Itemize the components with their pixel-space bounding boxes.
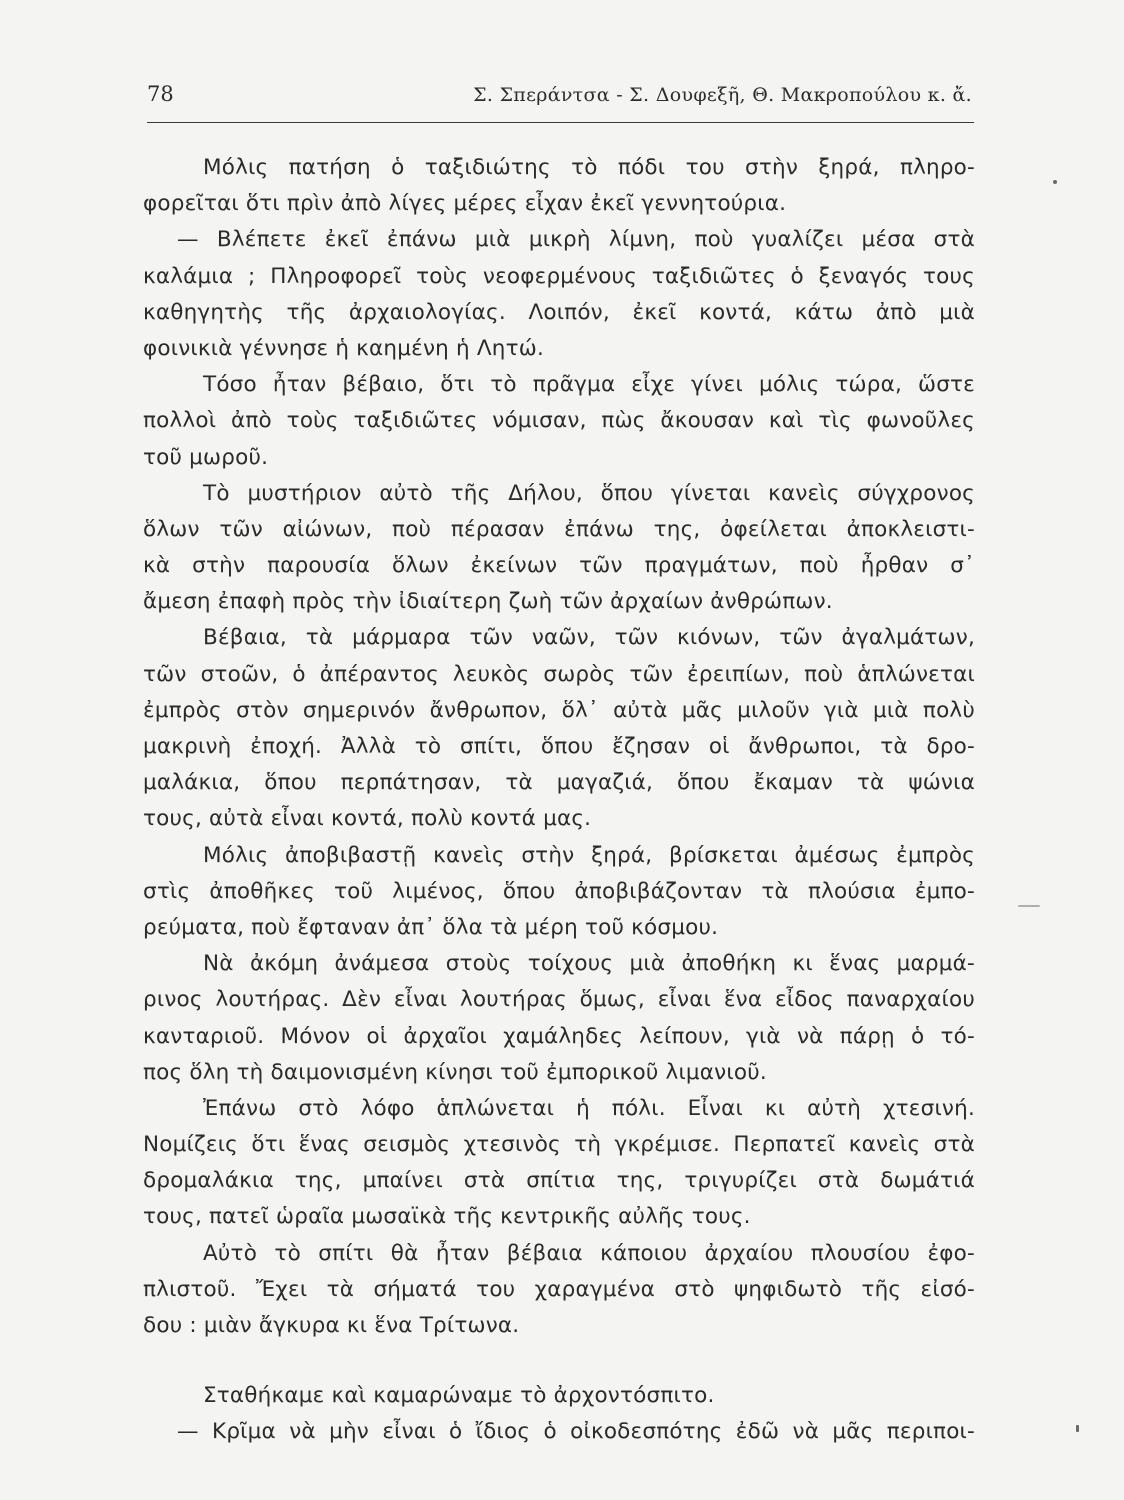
text-line: ἄμεση ἐπαφὴ πρὸς τὴν ἰδιαίτερη ζωὴ τῶν ἀρχαίων ἀνθρώπων. <box>143 589 833 615</box>
text-line: Νὰ ἀκόμη ἀνάμεσα στοὺς τοίχους μιὰ ἀποθήκη κι ἕνας μαρμά- <box>203 951 975 977</box>
text-line: ἐμπρὸς στὸν σημερινόν ἄνθρωπον, ὅλ᾽ αὐτὰ μᾶς μιλοῦν γιὰ μιὰ πολὺ <box>143 697 975 723</box>
text-line: ρινος λουτήρας. Δὲν εἶναι λουτήρας ὅμως, εἶναι ἕνα εἶδος παναρχαίου <box>143 987 975 1013</box>
body-text <box>143 150 975 1451</box>
text-line: μαλάκια, ὅπου περπάτησαν, τὰ μαγαζιά, ὅπου ἔκαμαν τὰ ψώνια <box>143 770 975 796</box>
text-line: καθηγητὴς τῆς ἀρχαιολογίας. Λοιπόν, ἐκεῖ κοντά, κάτω ἀπὸ μιὰ <box>143 299 975 325</box>
text-line: — Κρῖμα νὰ μὴν εἶναι ὁ ἴδιος ὁ οἰκοδεσπότης ἐδῶ νὰ μᾶς περιποι- <box>177 1419 975 1445</box>
page-number: 78 <box>147 82 174 106</box>
text-line: ὅλων τῶν αἰώνων, ποὺ πέρασαν ἐπάνω της, ὀφείλεται ἀποκλειστι- <box>143 516 975 542</box>
section-gap <box>143 1344 975 1378</box>
scan-speck <box>1018 905 1040 907</box>
text-line: δου : μιὰν ἄγκυρα κι ἕνα Τρίτωνα. <box>143 1313 520 1338</box>
text-line: Νομίζεις ὅτι ἕνας σεισμὸς χτεσινὸς τὴ γκρέμισε. Περπατεῖ κανεὶς στὰ <box>143 1132 975 1158</box>
text-line: τοῦ μωροῦ. <box>143 444 269 470</box>
text-line: Βέβαια, τὰ μάρμαρα τῶν ναῶν, τῶν κιόνων, τῶν ἀγαλμάτων, <box>203 625 975 651</box>
text-line: στὶς ἀποθῆκες τοῦ λιμένος, ὅπου ἀποβιβάζονταν τὰ πλούσια ἐμπο- <box>143 878 975 904</box>
text-line: δρομαλάκια της, μπαίνει στὰ σπίτια της, τριγυρίζει στὰ δωμάτιά <box>143 1168 975 1194</box>
text-line: πος ὅλη τὴ δαιμονισμένη κίνησι τοῦ ἐμπορικοῦ λιμανιοῦ. <box>143 1059 767 1085</box>
text-line: ρεύματα, ποὺ ἔφταναν ἀπ᾽ ὅλα τὰ μέρη τοῦ κόσμου. <box>143 914 719 940</box>
text-line: φορεῖται ὅτι πρὶν ἀπὸ λίγες μέρες εἶχαν ἐκεῖ γεννητούρια. <box>143 191 787 217</box>
text-line: τους, αὐτὰ εἶναι κοντά, πολὺ κοντά μας. <box>143 806 592 832</box>
text-line: Ἐπάνω στὸ λόφο ἁπλώνεται ἡ πόλι. Εἶναι κι αὐτὴ χτεσινή. <box>203 1095 975 1121</box>
text-line: πλιστοῦ. Ἔχει τὰ σήματά του χαραγμένα στὸ ψηφιδωτὸ τῆς εἰσό- <box>143 1276 975 1302</box>
text-line: καλάμια ; Πληροφορεῖ τοὺς νεοφερμένους ταξιδιῶτες ὁ ξεναγός τους <box>143 263 975 289</box>
text-line: — Βλέπετε ἐκεῖ ἐπάνω μιὰ μικρὴ λίμνη, ποὺ γυαλίζει μέσα στὰ <box>177 227 975 253</box>
text-line: Τόσο ἦταν βέβαιο, ὅτι τὸ πρᾶγμα εἶχε γίνει μόλις τώρα, ὥστε <box>203 372 975 398</box>
text-line: κανταριοῦ. Μόνον οἱ ἀρχαῖοι χαμάληδες λείπουν, γιὰ νὰ πάρῃ ὁ τό- <box>143 1023 975 1049</box>
text-line: κὰ στὴν παρουσία ὅλων ἐκείνων τῶν πραγμάτων, ποὺ ἦρθαν σ᾽ <box>143 553 975 579</box>
text-line: τους, πατεῖ ὡραῖα μωσαϊκὰ τῆς κεντρικῆς αὐλῆς τους. <box>143 1204 751 1230</box>
scan-speck <box>1076 1425 1079 1432</box>
text-line: τῶν στοῶν, ὁ ἀπέραντος λευκὸς σωρὸς τῶν ἐρειπίων, ποὺ ἁπλώνεται <box>143 661 975 687</box>
text-line: πολλοὶ ἀπὸ τοὺς ταξιδιῶτες νόμισαν, πὼς ἄκουσαν καὶ τὶς φωνοῦλες <box>143 408 975 434</box>
text-line: Αὐτὸ τὸ σπίτι θὰ ἦταν βέβαια κάποιου ἀρχαίου πλουσίου ἐφο- <box>203 1240 975 1266</box>
page-header <box>147 78 974 123</box>
text-line: Μόλις ἀποβιβαστῇ κανεὶς στὴν ξηρά, βρίσκεται ἀμέσως ἐμπρὸς <box>203 842 975 868</box>
scan-speck <box>1053 180 1057 184</box>
text-line: Σταθήκαμε καὶ καμαρώναμε τὸ ἀρχοντόσπιτο. <box>203 1383 715 1409</box>
text-line: Τὸ μυστήριον αὐτὸ τῆς Δήλου, ὅπου γίνεται κανεὶς σύγχρονος <box>203 480 975 506</box>
text-line: φοινικιὰ γέννησε ἡ καημένη ἡ Λητώ. <box>143 335 545 361</box>
running-head: Σ. Σπεράντσα - Σ. Δουφεξῆ, Θ. Μακροπούλου κ. ἄ. <box>473 84 972 106</box>
text-line: Μόλις πατήση ὁ ταξιδιώτης τὸ πόδι του στὴν ξηρά, πληρο- <box>203 155 975 180</box>
text-line: μακρινὴ ἐποχή. Ἀλλὰ τὸ σπίτι, ὅπου ἔζησαν οἱ ἄνθρωποι, τὰ δρο- <box>143 734 975 759</box>
